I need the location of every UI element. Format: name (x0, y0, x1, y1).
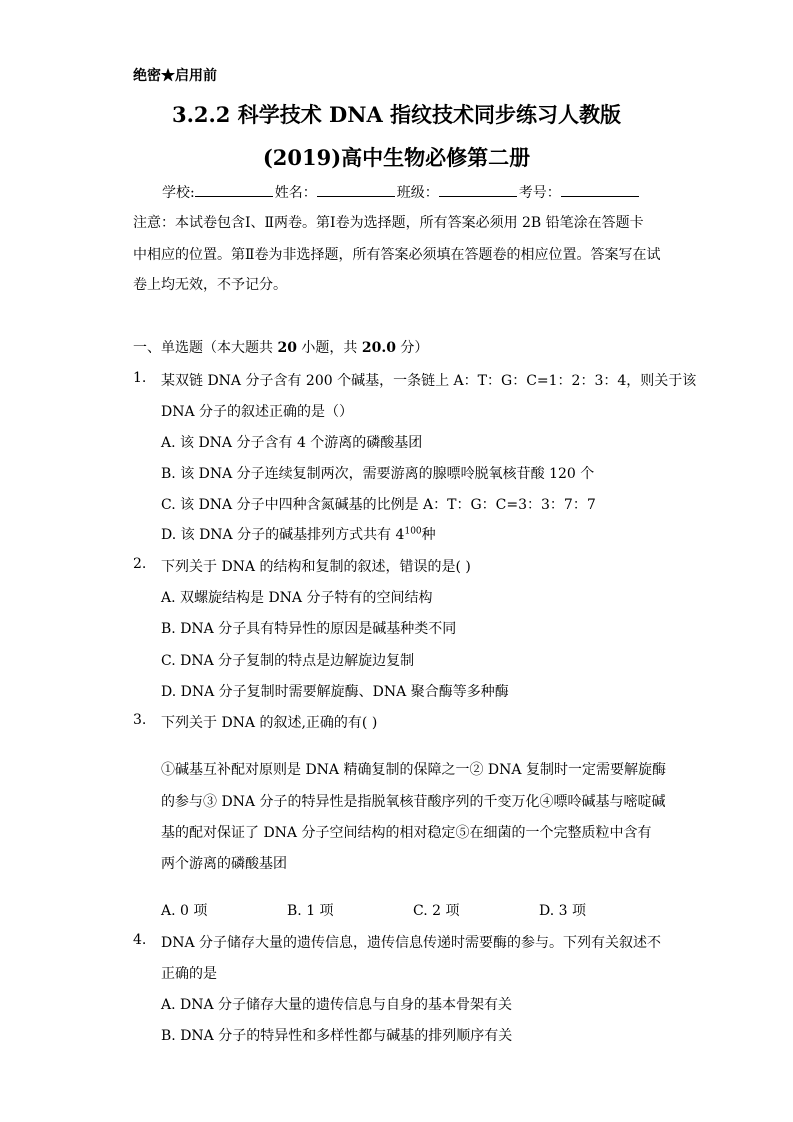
question-text: 某双链 DNA 分子含有 200 个碱基，一条链上 A：T：G：C=1：2：3：4，则关于该 (161, 373, 697, 389)
school-label: 学校: (162, 185, 195, 201)
question-text: DNA 分子的叙述正确的是（） (161, 404, 354, 420)
section-heading: 一、单选题（本大题共 20 小题，共 20.0 分） (133, 340, 429, 356)
class-blank (439, 182, 517, 197)
option-d[interactable]: D. 3 项 (539, 903, 586, 919)
student-info-row (162, 182, 641, 202)
option-a[interactable]: A. DNA 分子储存大量的遗传信息与自身的基本骨架有关 (161, 997, 513, 1013)
question-statement: 两个游离的磷酸基团 (161, 856, 287, 872)
option-b[interactable]: B. 1 项 (287, 903, 334, 919)
name-label: 姓名： (274, 185, 317, 201)
option-b[interactable]: B. DNA 分子的特异性和多样性都与碱基的排列顺序有关 (161, 1028, 513, 1044)
option-c[interactable]: C. 2 项 (413, 903, 460, 919)
option-b[interactable]: B. 该 DNA 分子连续复制两次，需要游离的腺嘌呤脱氧核苷酸 120 个 (161, 466, 595, 482)
notice-line: 卷上均无效，不予记分。 (133, 277, 287, 293)
question-text: 下列关于 DNA 的叙述,正确的有( ) (161, 715, 378, 731)
question-number: 1. (133, 370, 147, 386)
exam-no-blank (561, 182, 639, 197)
question-number: 3. (133, 712, 147, 728)
option-a[interactable]: A. 双螺旋结构是 DNA 分子特有的空间结构 (161, 590, 433, 606)
question-statement: 基的配对保证了 DNA 分子空间结构的相对稳定⑤在细菌的一个完整质粒中含有 (161, 825, 652, 841)
notice-line: 中相应的位置。第Ⅱ卷为非选择题，所有答案必须填在答题卷的相应位置。答案写在试 (133, 247, 661, 263)
question-statement: 的参与③ DNA 分子的特异性是指脱氧核苷酸序列的千变万化④嘌呤碱基与嘧啶碱 (161, 794, 666, 810)
notice-line: 注意：本试卷包含Ⅰ、Ⅱ两卷。第Ⅰ卷为选择题，所有答案必须用 2B 铅笔涂在答题卡 (133, 215, 644, 231)
question-number: 2. (133, 556, 147, 572)
option-b[interactable]: B. DNA 分子具有特异性的原因是碱基种类不同 (161, 621, 457, 637)
question-statement: ①碱基互补配对原则是 DNA 精确复制的保障之一② DNA 复制时一定需要解旋酶 (161, 762, 666, 778)
question-number: 4. (133, 932, 147, 948)
exam-no-label: 考号： (518, 185, 561, 201)
option-d[interactable]: D. 该 DNA 分子的碱基排列方式共有 $4^{100}$种 (161, 526, 436, 543)
school-blank (195, 182, 273, 197)
page-title-line1: 3.2.2 科学技术 DNA 指纹技术同步练习人教版 (171, 102, 622, 127)
name-blank (317, 182, 395, 197)
secret-label: 绝密★启用前 (133, 68, 217, 84)
page-title-line2: (2019)高中生物必修第二册 (262, 145, 531, 170)
question-text: 下列关于 DNA 的结构和复制的叙述，错误的是( ) (161, 559, 471, 575)
question-text: DNA 分子储存大量的遗传信息，遗传信息传递时需要酶的参与。下列有关叙述不 (161, 935, 662, 951)
option-c[interactable]: C. DNA 分子复制的特点是边解旋边复制 (161, 653, 415, 669)
option-a[interactable]: A. 该 DNA 分子含有 4 个游离的磷酸基团 (161, 435, 423, 451)
option-d[interactable]: D. DNA 分子复制时需要解旋酶、DNA 聚合酶等多种酶 (161, 684, 509, 700)
option-c[interactable]: C. 该 DNA 分子中四种含氮碱基的比例是 A：T：G：C=3：3：7：7 (161, 497, 596, 513)
option-a[interactable]: A. 0 项 (161, 903, 208, 919)
class-label: 班级： (396, 185, 439, 201)
question-text: 正确的是 (161, 966, 217, 982)
